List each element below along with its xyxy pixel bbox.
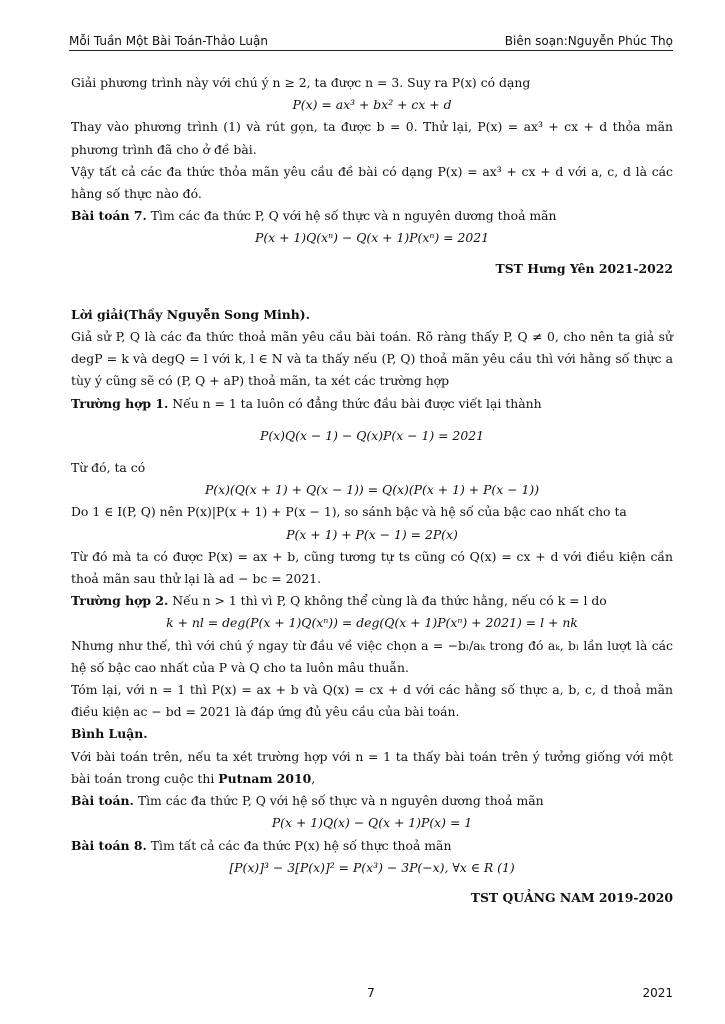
equation: [P(x)]³ − 3[P(x)]² = P(x³) − 3P(−x), ∀x ∈ R (1) <box>229 859 515 875</box>
problem-8-label: Bài toán 8. <box>71 837 147 853</box>
problem-8-text: Tìm tất cả các đa thức P(x) hệ số thực thoả mãn <box>146 837 452 853</box>
paragraph-text: , <box>311 770 316 786</box>
solution-label: Lời giải(Thầy Nguyễn Song Minh). <box>71 306 310 322</box>
paragraph: Từ đó mà ta có được P(x) = ax + b, cũng tương tự ts cũng có Q(x) = cx + d với điều kiện cần thoả mãn sau thử lại là ad − bc = 2021. <box>71 548 673 587</box>
paragraph-text: Với bài toán trên, nếu ta xét trường hợp với n = 1 ta thấy bài toán trên ý tưởng giống với một bài toán trong cuộc thi <box>71 748 673 786</box>
problem-7 <box>71 205 673 227</box>
comment-heading <box>71 723 673 745</box>
paragraph: Vậy tất cả các đa thức thỏa mãn yêu cầu đề bài có dạng P(x) = ax³ + cx + d với a, c, d là các hằng số thực nào đó. <box>71 163 673 202</box>
page-number: 7 <box>367 986 375 1000</box>
paragraph <box>71 746 673 790</box>
equation: P(x + 1) + P(x − 1) = 2P(x) <box>286 526 458 542</box>
spacer <box>71 447 673 457</box>
page-content <box>71 72 673 909</box>
equation: P(x + 1)Q(xⁿ) − Q(x + 1)P(xⁿ) = 2021 <box>255 230 489 246</box>
case-2-label: Trường hợp 2. <box>71 593 169 609</box>
problem-label: Bài toán. <box>71 793 134 809</box>
comment-label: Bình Luận. <box>71 726 148 742</box>
equation: P(x) = ax³ + bx² + cx + d <box>292 97 452 113</box>
problem-source: TST Hưng Yên 2021-2022 <box>495 260 673 276</box>
case-1-label: Trường hợp 1. <box>71 395 169 411</box>
equation: k + nl = deg(P(x + 1)Q(xⁿ)) = deg(Q(x + 1)P(xⁿ) + 2021) = l + nk <box>166 615 578 631</box>
problem-8 <box>71 835 673 857</box>
paragraph: Giải phương trình này với chú ý n ≥ 2, ta được n = 3. Suy ra P(x) có dạng <box>71 75 531 90</box>
equation: P(x)Q(x − 1) − Q(x)P(x − 1) = 2021 <box>260 427 484 443</box>
problem-7-label: Bài toán 7. <box>71 208 147 224</box>
problem-text: Tìm các đa thức P, Q với hệ số thực và n nguyên dương thoả mãn <box>133 793 544 809</box>
case-1-text: Nếu n = 1 ta luôn có đẳng thức đầu bài được viết lại thành <box>168 395 542 411</box>
case-1 <box>71 393 673 415</box>
paragraph: Giả sử P, Q là các đa thức thoả mãn yêu cầu bài toán. Rõ ràng thấy P, Q ≠ 0, cho nên ta giả sử degP = k và degQ = l với k, l ∈ N và ta thấy nếu (P, Q) thoả mãn yêu cầu thì với hằng số thực a tùy ý cũng sẽ có (P, Q + aP) thoả mãn, ta xét các trường hợp <box>71 329 673 389</box>
page-header <box>69 30 673 51</box>
spacer <box>71 280 673 304</box>
problem-7-text: Tìm các đa thức P, Q với hệ số thực và n nguyên dương thoả mãn <box>146 208 557 224</box>
paragraph: Do 1 ∈ I(P, Q) nên P(x)|P(x + 1) + P(x − 1), so sánh bậc và hệ số của bậc cao nhất cho ta <box>71 504 627 520</box>
equation: P(x)(Q(x + 1) + Q(x − 1)) = Q(x)(P(x + 1) + P(x − 1)) <box>204 482 540 498</box>
problem-source: TST QUẢNG NAM 2019-2020 <box>470 889 673 905</box>
problem <box>71 790 673 812</box>
paragraph: Tóm lại, với n = 1 thì P(x) = ax + b và Q(x) = cx + d với các hằng số thực a, b, c, d thoả mãn điều kiện ac − bd = 2021 là đáp ứng đủ yêu cầu của bài toán. <box>71 682 673 720</box>
header-series-title: Mỗi Tuần Một Bài Toán-Thảo Luận <box>69 34 268 48</box>
equation: P(x + 1)Q(x) − Q(x + 1)P(x) = 1 <box>271 815 473 831</box>
case-2-text: Nếu n > 1 thì vì P, Q không thể cùng là đa thức hằng, nếu có k = l do <box>168 593 607 609</box>
header-author: Biên soạn:Nguyễn Phúc Thọ <box>504 34 673 48</box>
paragraph: Từ đó, ta có <box>71 460 146 476</box>
paragraph: Nhưng như thế, thì với chú ý ngay từ đầu về việc chọn a = −bₗ/aₖ trong đó aₖ, bₗ lần lượt là các hệ số bậc cao nhất của P và Q cho ta luôn mâu thuẫn. <box>71 637 673 675</box>
putnam-reference: Putnam 2010 <box>218 770 312 786</box>
spacer <box>71 415 673 425</box>
footer-year: 2021 <box>642 986 673 1000</box>
case-2 <box>71 590 673 612</box>
solution-heading <box>71 304 673 326</box>
paragraph: Thay vào phương trình (1) và rút gọn, ta được b = 0. Thử lại, P(x) = ax³ + cx + d thỏa mãn phương trình đã cho ở đề bài. <box>71 119 673 157</box>
